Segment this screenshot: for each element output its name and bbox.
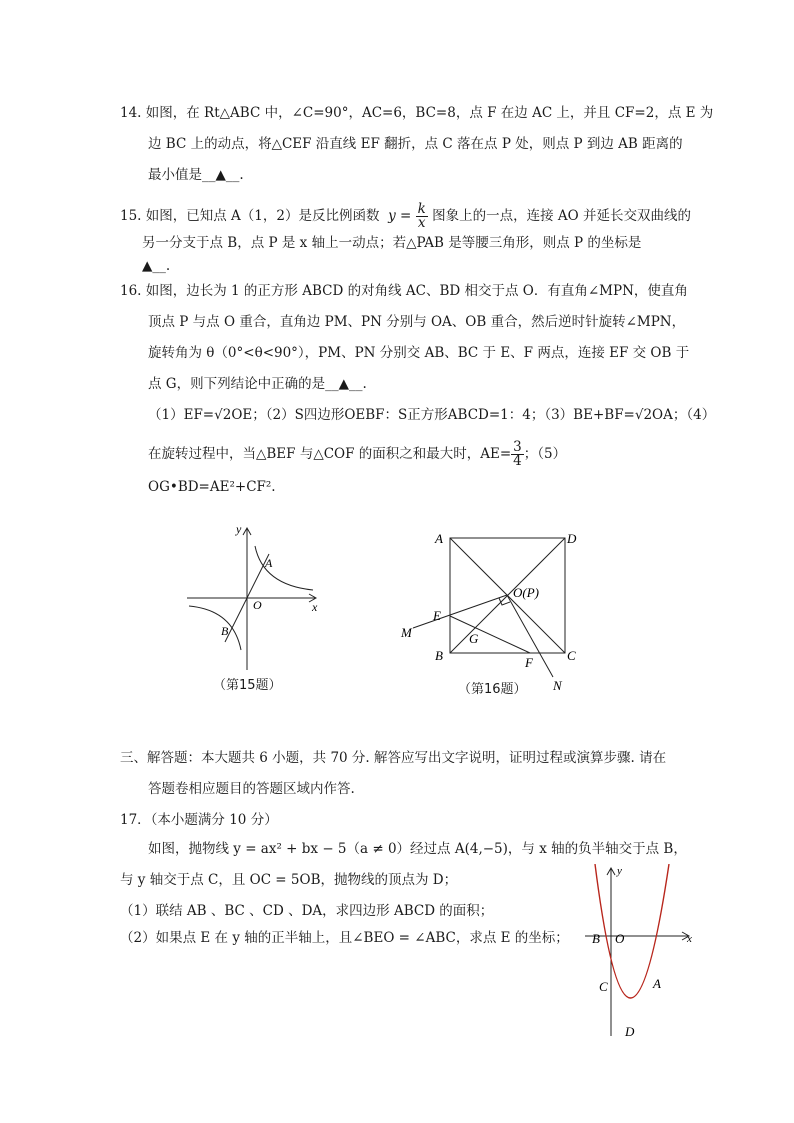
label-D: D — [625, 1024, 635, 1039]
figure-15 — [185, 520, 325, 675]
label-N: N — [553, 678, 562, 693]
section-3-line-1: 三、解答题：本大题共 6 小题，共 70 分. 解答应写出文字说明，证明过程或演算步骤. 请在 — [120, 750, 667, 766]
label-F: F — [525, 655, 533, 670]
q17-title: 17．（本小题满分 10 分） — [120, 812, 278, 828]
q16-frac-num: 3 — [513, 439, 522, 455]
hyperbola-branch-2 — [189, 606, 241, 650]
q16-opt2-a: 在旋转过程中，当△BEF 与△COF 的面积之和最大时，AE= — [148, 446, 512, 462]
label-G: G — [469, 631, 479, 646]
label-E: E — [433, 608, 441, 623]
label-A: A — [435, 531, 443, 546]
label-B: B — [221, 624, 229, 638]
label-x: x — [687, 933, 692, 945]
label-A: A — [653, 976, 661, 991]
q15-frac-num: k — [417, 201, 426, 217]
segment-ef — [450, 616, 530, 653]
label-O: O(P) — [513, 585, 539, 600]
q14-line-1: 14. 如图，在 Rt△ABC 中，∠C=90°，AC=6，BC=8，点 F 在边 AC 上，并且 CF=2，点 E 为 — [120, 105, 714, 121]
label-C: C — [567, 648, 576, 663]
label-y: y — [236, 522, 242, 536]
q16-opt2-b: ；（5） — [523, 446, 567, 462]
label-y: y — [617, 865, 622, 877]
q16-line-3: 旋转角为 θ（0°<θ<90°），PM、PN 分别交 AB、BC 于 E、F 两点，连接 EF 交 OB 于 — [148, 345, 690, 361]
section-3-line-2: 答题卷相应题目的答题区域内作答. — [148, 781, 355, 797]
q15-frac-den: x — [417, 215, 426, 231]
q17-line-2: 与 y 轴交于点 C，且 OC = 5OB，抛物线的顶点为 D； — [120, 872, 458, 888]
q15-line-1-b: 图象上的一点，连接 AO 并延长交双曲线的 — [432, 208, 691, 224]
label-C: C — [599, 979, 608, 994]
q15-line-3: ▲__. — [142, 258, 171, 274]
q16-options-line-2 — [148, 441, 566, 468]
q15-line-1-a: 15. 如图，已知点 A（1，2）是反比例函数 — [120, 208, 380, 224]
label-D: D — [567, 531, 577, 546]
q16-options-line-3: OG•BD=AE²+CF². — [148, 479, 276, 495]
figure-16 — [395, 525, 595, 695]
q17-part-1: （1）联结 AB 、BC 、CD 、DA，求四边形 ABCD 的面积； — [120, 903, 494, 919]
figure-15-diagram — [185, 520, 325, 675]
figure-17 — [583, 864, 698, 1044]
label-A: A — [265, 556, 273, 570]
q16-line-1: 16. 如图，边长为 1 的正方形 ABCD 的对角线 AC、BD 相交于点 O．有直角∠MPN，使直角 — [120, 283, 688, 299]
q16-options-line-1: （1）EF=√2OE；（2）S四边形OEBF：S正方形ABCD=1：4；（3）BE+BF=√2OA；（4） — [148, 407, 716, 423]
figure-16-diagram — [395, 525, 595, 695]
label-O: O — [253, 598, 262, 612]
q14-line-2: 边 BC 上的动点，将△CEF 沿直线 EF 翻折，点 C 落在点 P 处，则点 P 到边 AB 距离的 — [148, 136, 683, 152]
q15-line-2: 另一分支于点 B，点 P 是 x 轴上一动点；若△PAB 是等腰三角形，则点 P 的坐标是 — [142, 235, 642, 251]
ray-pm — [413, 595, 507, 628]
label-M: M — [401, 625, 412, 640]
q16-frac-den: 4 — [513, 453, 522, 469]
q17-part-2: （2）如果点 E 在 y 轴的正半轴上，且∠BEO = ∠ABC，求点 E 的坐标； — [120, 930, 569, 946]
figure-15-caption: （第15题） — [213, 678, 282, 693]
q16-line-2: 顶点 P 与点 O 重合，直角边 PM、PN 分别与 OA、OB 重合，然后逆时针旋转∠MPN， — [148, 314, 686, 330]
label-B: B — [592, 931, 600, 946]
label-B: B — [435, 648, 443, 663]
hyperbola-branch-1 — [255, 546, 313, 590]
figure-17-diagram — [583, 864, 698, 1044]
q14-line-3: 最小值是__▲__. — [148, 167, 244, 183]
figure-16-caption: （第16题） — [458, 682, 527, 697]
q17-line-1: 如图，抛物线 y = ax² + bx − 5（a ≠ 0）经过点 A(4,−5)，与 x 轴的负半轴交于点 B， — [148, 841, 687, 857]
q15-line-1: 15. 如图，已知点 A（1，2）是反比例函数 y = $\frac{k}{x}$ 图象上的一点，连接 AO 并延长交双曲线的 — [120, 201, 691, 231]
label-x: x — [312, 600, 318, 614]
label-O: O — [615, 931, 625, 946]
q16-line-4: 点 G，则下列结论中正确的是__▲__. — [148, 376, 367, 392]
